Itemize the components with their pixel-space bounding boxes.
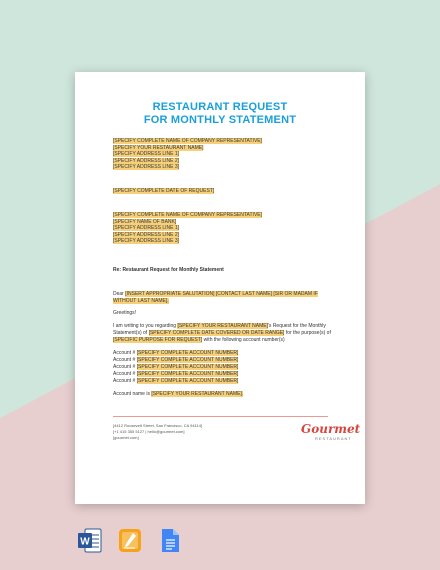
footer-contact: [+1 415 355 5127 | hello@gourmet.com] bbox=[113, 429, 185, 434]
google-docs-icon[interactable] bbox=[158, 527, 182, 554]
brand-subtitle: RESTAURANT bbox=[315, 436, 352, 441]
document-title-line-1: RESTAURANT REQUEST bbox=[152, 101, 288, 113]
pages-icon[interactable] bbox=[118, 527, 142, 554]
sender-line: [SPECIFY ADDRESS LINE 3] bbox=[113, 164, 180, 170]
document-title-line-2: FOR MONTHLY STATEMENT bbox=[143, 114, 297, 126]
brand-logo bbox=[301, 422, 361, 441]
account-line: Account # [SPECIFY COMPLETE ACCOUNT NUMBER] bbox=[113, 364, 239, 370]
word-icon[interactable] bbox=[78, 527, 102, 554]
footer-divider bbox=[113, 416, 328, 417]
recipient-line: [SPECIFY ADDRESS LINE 1] bbox=[113, 225, 180, 231]
account-name-line: Account name is [SPECIFY YOUR RESTAURANT NAME]. bbox=[113, 391, 244, 397]
brand-name: Gourmet bbox=[301, 422, 361, 436]
account-line: Account # [SPECIFY COMPLETE ACCOUNT NUMBER] bbox=[113, 378, 239, 384]
account-line: Account # [SPECIFY COMPLETE ACCOUNT NUMBER] bbox=[113, 371, 239, 377]
salutation: Dear [INSERT APPROPRIATE SALUTATION] [CONTACT LAST NAME] [SIR OR MADAM IF WITHOUT LAST NAME], bbox=[113, 291, 318, 304]
account-line: Account # [SPECIFY COMPLETE ACCOUNT NUMBER] bbox=[113, 350, 239, 356]
format-icons bbox=[0, 527, 440, 557]
sender-line: [SPECIFY COMPLETE NAME OF COMPANY REPRESENTATIVE] bbox=[113, 138, 263, 144]
footer-website: [gourmet.com] bbox=[113, 435, 139, 440]
sender-line: [SPECIFY ADDRESS LINE 1] bbox=[113, 151, 180, 157]
greeting: Greetings! bbox=[113, 310, 137, 316]
account-line: Account # [SPECIFY COMPLETE ACCOUNT NUMBER] bbox=[113, 357, 239, 363]
re-line: Re: Restaurant Request for Monthly Statement bbox=[113, 267, 224, 273]
body-paragraph: I am writing to you regarding [SPECIFY YOUR RESTAURANT NAME]'s Request for the Monthly Statement(s) of [SPECIFY COMPLETE DATE COVERED OR DATE RANGE] for the purpose(s) of [SPECIFIC PURPOSE FOR REQUEST] with the following account number(s) bbox=[113, 323, 331, 343]
date-placeholder: [SPECIFY COMPLETE DATE OF REQUEST] bbox=[113, 188, 215, 194]
recipient-line: [SPECIFY NAME OF BANK] bbox=[113, 218, 177, 225]
word-icon-letter: W bbox=[80, 536, 90, 548]
recipient-line: [SPECIFY ADDRESS LINE 2] bbox=[113, 231, 180, 238]
recipient-line: [SPECIFY COMPLETE NAME OF COMPANY REPRESENTATIVE] bbox=[113, 212, 263, 218]
sender-line: [SPECIFY YOUR RESTAURANT NAME] bbox=[113, 144, 204, 151]
sender-line: [SPECIFY ADDRESS LINE 2] bbox=[113, 157, 180, 164]
recipient-line: [SPECIFY ADDRESS LINE 3] bbox=[113, 238, 180, 244]
document-page bbox=[75, 72, 365, 504]
footer-address: [4412 Roosevelt Street, San Francisco, CA 94114] bbox=[113, 423, 203, 428]
